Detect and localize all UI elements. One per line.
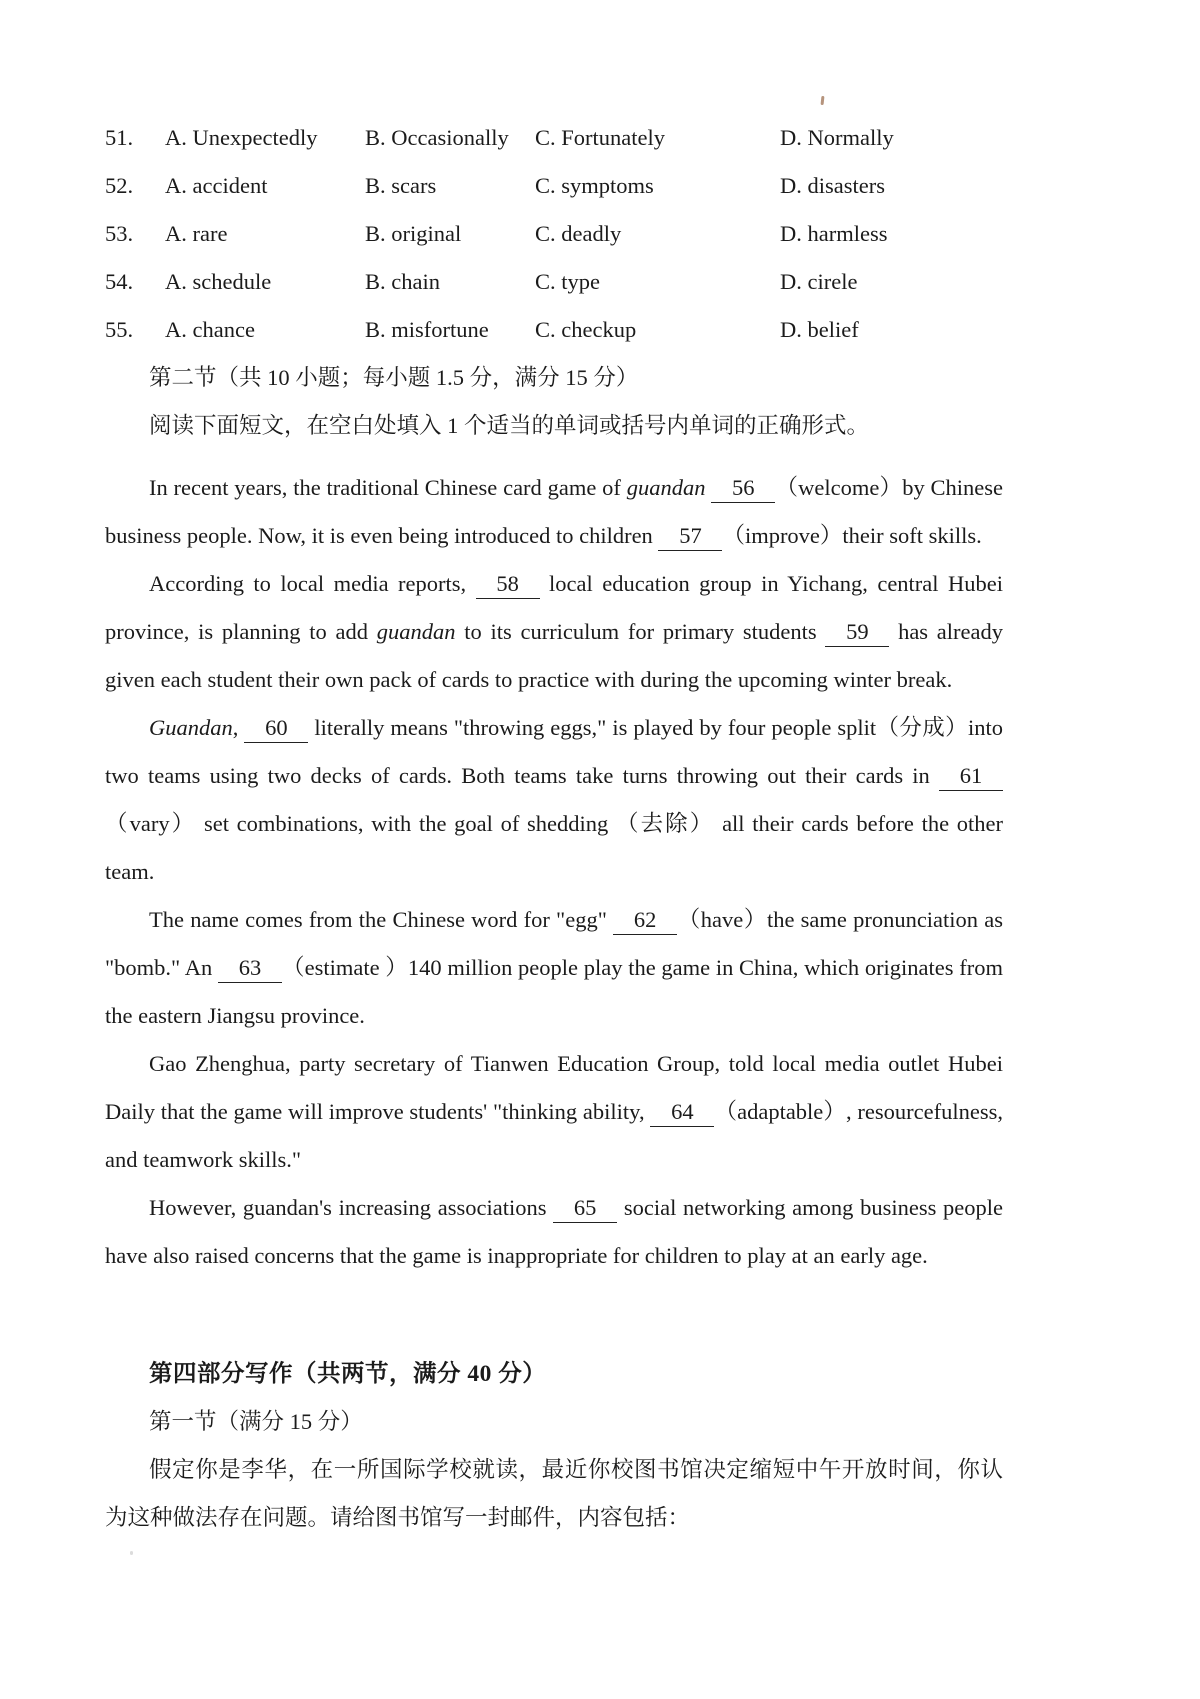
option-d: D. disasters (780, 173, 885, 198)
option-d: D. belief (780, 317, 859, 342)
option-b: B. chain (365, 269, 440, 294)
passage-text: （welcome）by Chinese business people. Now, it is even being introduced to children (105, 475, 1004, 548)
cloze-blank-57: 57 (658, 523, 722, 551)
passage-text: （vary） set combinations, with the goal of shedding （去除） all their cards before the other team. (105, 811, 1003, 884)
cloze-blank-63: 63 (218, 955, 282, 983)
cloze-passage (105, 464, 1003, 1280)
passage-text: In recent years, the traditional Chinese card game of (149, 475, 627, 500)
writing-subsection-header: 第一节（满分 15 分） (149, 1409, 363, 1434)
passage-text: social networking among business people have also raised concerns that the game is inappropriate for children to play at an early age. (105, 1195, 1003, 1268)
passage-text: The name comes from the Chinese word for "egg" (149, 907, 614, 932)
passage-text: However, guandan's increasing associations (149, 1195, 554, 1220)
option-c: C. deadly (535, 221, 622, 246)
option-a: A. accident (165, 173, 268, 198)
writing-prompt: 假定你是李华，在一所国际学校就读，最近你校图书馆决定缩短中午开放时间，你认为这种做法存在问题。请给图书馆写一封邮件，内容包括： (105, 1457, 1003, 1530)
italic-text: guandan (626, 475, 706, 500)
cloze-blank-60: 60 (244, 715, 308, 743)
question-row (105, 114, 1003, 162)
passage-text: （have）the same pronunciation as "bomb." An (105, 907, 1003, 980)
option-d: D. cirele (780, 269, 858, 294)
option-b: B. scars (365, 173, 437, 198)
option-b: B. misfortune (365, 317, 489, 342)
section2-header: 第二节（共 10 小题；每小题 1.5 分，满分 15 分） (149, 365, 639, 390)
cloze-blank-65: 65 (553, 1195, 617, 1223)
passage-text: to its curriculum for primary students (455, 619, 826, 644)
question-row (105, 210, 1003, 258)
option-a: A. Unexpectedly (165, 125, 318, 150)
option-a: A. chance (165, 317, 255, 342)
passage-paragraph (105, 896, 1003, 1040)
question-number: 51. (105, 125, 134, 150)
passage-text: （estimate ）140 million people play the game in China, which originates from the eastern Jiangsu province. (105, 955, 1003, 1028)
passage-text: （adaptable）, resourcefulness, and teamwork skills." (105, 1099, 1003, 1172)
passage-text: （improve）their soft skills. (722, 523, 982, 548)
option-b: B. original (365, 221, 462, 246)
passage-paragraph (105, 1040, 1003, 1184)
option-c: C. Fortunately (535, 125, 665, 150)
question-number: 52. (105, 173, 134, 198)
writing-section (105, 1350, 1003, 1542)
passage-paragraph (105, 704, 1003, 896)
option-c: C. symptoms (535, 173, 654, 198)
italic-text: Guandan (149, 715, 233, 740)
cloze-blank-56: 56 (711, 475, 775, 503)
question-row (105, 162, 1003, 210)
italic-text: guandan (376, 619, 456, 644)
question-number: 55. (105, 317, 134, 342)
ink-speck (821, 96, 825, 105)
cloze-blank-62: 62 (613, 907, 677, 935)
question-number: 53. (105, 221, 134, 246)
question-row (105, 306, 1003, 354)
option-c: C. type (535, 269, 600, 294)
cloze-options-list (105, 114, 1003, 354)
passage-text: has already given each student their own pack of cards to practice with during the upcoming winter break. (105, 619, 1003, 692)
writing-section-title: 第四部分写作（共两节，满分 40 分） (149, 1361, 547, 1387)
passage-text: , (232, 715, 245, 740)
passage-text: According to local media reports, (149, 571, 476, 596)
passage-text: literally means "throwing eggs," is played by four people split（分成）into two teams using two decks of cards. Both teams take turns throwing out their cards in (105, 715, 1004, 788)
option-a: A. rare (165, 221, 228, 246)
passage-paragraph (105, 1184, 1003, 1280)
question-number: 54. (105, 269, 134, 294)
option-a: A. schedule (165, 269, 272, 294)
passage-paragraph (105, 560, 1003, 704)
cloze-blank-64: 64 (650, 1099, 714, 1127)
option-c: C. checkup (535, 317, 637, 342)
cloze-blank-58: 58 (476, 571, 540, 599)
cloze-blank-61: 61 (939, 763, 1003, 791)
question-row (105, 258, 1003, 306)
ink-speck (130, 1551, 133, 1555)
option-b: B. Occasionally (365, 125, 509, 150)
option-d: D. Normally (780, 125, 894, 150)
section2-instruction: 阅读下面短文，在空白处填入 1 个适当的单词或括号内单词的正确形式。 (149, 413, 870, 438)
passage-paragraph (105, 464, 1003, 560)
cloze-blank-59: 59 (825, 619, 889, 647)
option-d: D. harmless (780, 221, 888, 246)
passage-text: local education group in Yichang, central Hubei province, is planning to add (105, 571, 1003, 644)
passage-text: Gao Zhenghua, party secretary of Tianwen Education Group, told local media outlet Hubei Daily that the game will improve students' "thinking ability, (105, 1051, 1003, 1124)
